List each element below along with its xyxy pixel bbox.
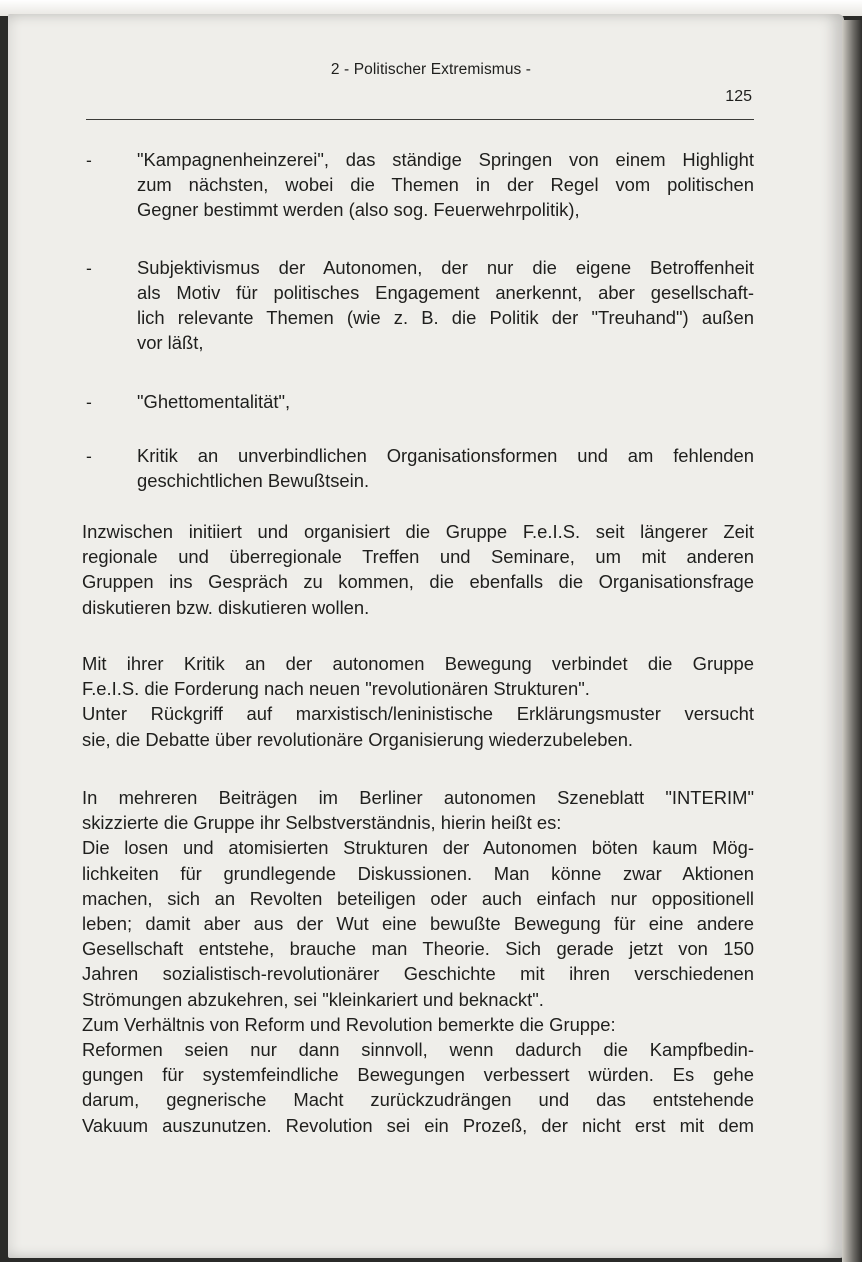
bullet-item — [137, 255, 754, 355]
text-line: diskutieren bzw. diskutieren wollen. — [82, 596, 370, 618]
bullet-item — [137, 147, 754, 222]
text-line: Kritik an unverbindlichen Organisationsformen und am fehlenden — [137, 445, 754, 466]
header-rule — [86, 119, 754, 120]
text-line: vor läßt, — [137, 332, 204, 353]
running-head: 2 - Politischer Extremismus - — [330, 61, 532, 78]
text-line: Inzwischen initiiert und organisiert die Gruppe F.e.I.S. seit längerer Zeit — [82, 521, 754, 542]
text-line: regionale und überregionale Treffen und Seminare, um mit anderen — [82, 546, 754, 568]
page-number: 125 — [725, 88, 752, 105]
bullet-item — [137, 443, 754, 493]
text-line: Die losen und atomisierten Strukturen der Autonomen böten kaum Mög- — [82, 837, 754, 859]
text-line: "Kampagnenheinzerei", das ständige Springen von einem Highlight — [137, 149, 754, 170]
text-line: Subjektivismus der Autonomen, der nur die eigene Betroffenheit — [137, 257, 754, 278]
text-line: Reformen seien nur dann sinnvoll, wenn dadurch die Kampfbedin- — [82, 1039, 754, 1061]
text-line: darum, gegnerische Macht zurückzudrängen und das entstehende — [82, 1089, 754, 1111]
text-line: gungen für systemfeindliche Bewegungen verbessert würden. Es gehe — [82, 1064, 754, 1086]
bullet-dash: - — [86, 258, 92, 278]
bullet-dash: - — [86, 446, 92, 466]
text-line: Gruppen ins Gespräch zu kommen, die ebenfalls die Organisationsfrage — [82, 571, 754, 593]
body-paragraph — [82, 651, 754, 752]
bullet-dash: - — [86, 392, 92, 412]
text-line: Unter Rückgriff auf marxistisch/leninistische Erklärungsmuster versucht — [82, 703, 754, 725]
bullet-item — [137, 389, 754, 414]
text-line: Strömungen abzukehren, sei "kleinkariert und beknackt". — [82, 988, 544, 1010]
text-line: Mit ihrer Kritik an der autonomen Bewegung verbindet die Gruppe — [82, 653, 754, 674]
body-paragraph — [82, 785, 754, 1138]
text-line: Gesellschaft entstehe, brauche man Theorie. Sich gerade jetzt von 150 — [82, 938, 754, 960]
text-line: lich relevante Themen (wie z. B. die Politik der "Treuhand") außen — [137, 307, 754, 328]
text-line: geschichtlichen Bewußtsein. — [137, 470, 370, 491]
text-line: Gegner bestimmt werden (also sog. Feuerwehrpolitik), — [137, 199, 580, 220]
text-line: als Motiv für politisches Engagement anerkennt, aber gesellschaft- — [137, 282, 754, 303]
text-line: skizzierte die Gruppe ihr Selbstverständnis, hierin heißt es: — [82, 812, 562, 834]
text-line: Zum Verhältnis von Reform und Revolution bemerkte die Gruppe: — [82, 1013, 616, 1035]
text-line: machen, sich an Revolten beteiligen oder auch einfach nur oppositionell — [82, 887, 754, 909]
text-line: zum nächsten, wobei die Themen in der Regel vom politischen — [137, 174, 754, 195]
text-line: F.e.I.S. die Forderung nach neuen "revolutionären Strukturen". — [82, 678, 590, 700]
text-line: sie, die Debatte über revolutionäre Organisierung wiederzubeleben. — [82, 728, 634, 750]
text-line: Jahren sozialistisch-revolutionärer Geschichte mit ihren verschiedenen — [82, 963, 754, 985]
body-paragraph — [82, 519, 754, 620]
text-line: "Ghettomentalität", — [137, 391, 291, 412]
text-line: leben; damit aber aus der Wut eine bewußte Bewegung für eine andere — [82, 913, 754, 935]
bullet-dash: - — [86, 150, 92, 170]
text-line: lichkeiten für grundlegende Diskussionen. Man könne zwar Aktionen — [82, 862, 754, 884]
text-line: Vakuum auszunutzen. Revolution sei ein Prozeß, der nicht erst mit dem — [82, 1114, 754, 1136]
text-line: In mehreren Beiträgen im Berliner autonomen Szeneblatt "INTERIM" — [82, 787, 754, 808]
